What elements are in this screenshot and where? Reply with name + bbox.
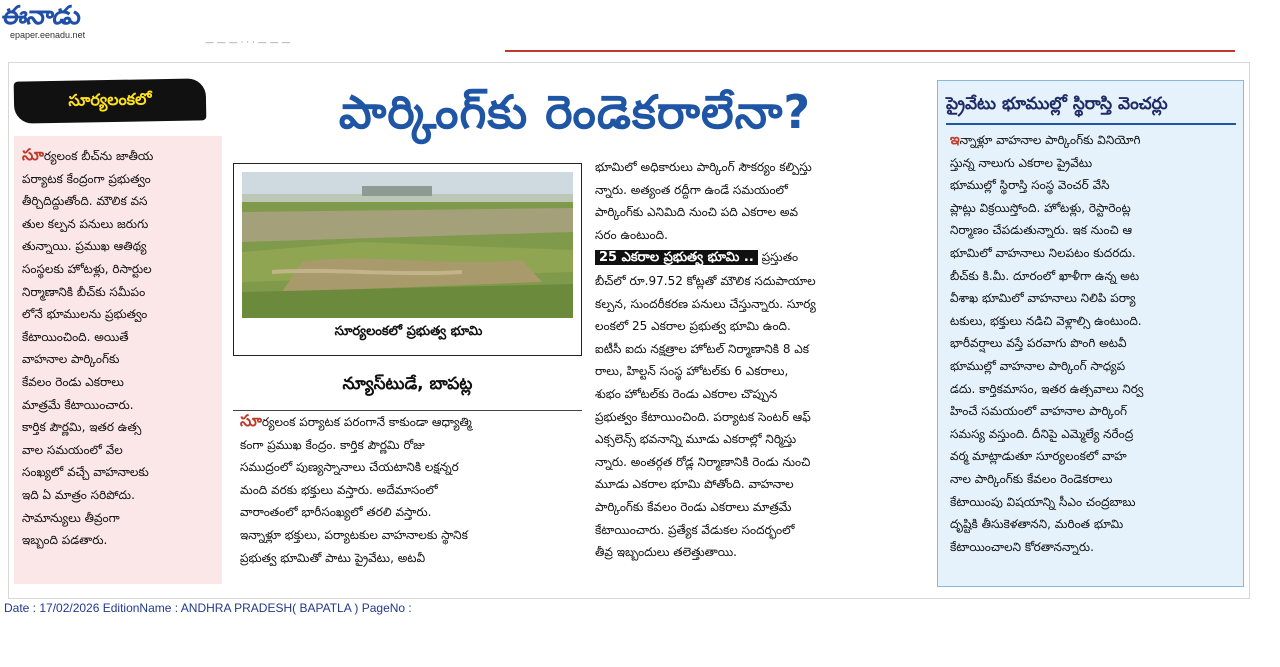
- col3-para-2-body: ప్రస్తుతం బీచ్‌లో రూ.97.52 కోట్లతో మౌలిక సదుపాయాల కల్పన, సుందరీకరణ పనులు చేస్తున్నారు. సూర్య లంకలో 25 ఎకరాల ప్రభుత్వ భూమి ఉంది. ఐటీసీ ఐదు నక్షత్రాల హోటల్ నిర్మాణానికి 8 ఎక రాలు, హిల్టన్ సంస్థ హోటల్‌కు 6 ఎకరాలు, శుభం హోటల్‌కు రెండు ఎకరాల చొప్పున ప్రభుత్వం కేటాయించింది. పర్యాటక సెంటర్ ఆఫ్ ఎక్సలెన్స్ భవనాన్ని మూడు ఎకరాల్లో నిర్మిస్తు న్నారు. అంతర్గత రోడ్ల నిర్మాణానికి రెండు నుంచి మూడు ఎకరాల భూమి పోతోంది. వాహనాల పార్కింగ్‌కు కేవలం రెండు ఎకరాలు మాత్రమే కేటాయించారు. ప్రత్యేక వేడుకల సందర్భంలో తీవ్ర ఇబ్బందులు తలెత్తుతాయి.: [595, 250, 816, 560]
- article-column-2: [240, 410, 580, 569]
- land-photo-illustration: [242, 172, 573, 318]
- col2-body: ర్యలంక పర్యాటక పరంగానే కాకుండా ఆధ్యాత్మి కంగా ప్రముఖ కేంద్రం. కార్తిక పౌర్ణమి రోజు సముద్రంలో పుణ్యస్నానాలు చేయటానికి లక్షన్నర మంది వరకు భక్తులు వస్తారు. అదేమాసంలో వారాంతంలో భారీసంఖ్యలో తరలి వస్తారు. ఇన్నాళ్లూ భక్తులు, పర్యాటకుల వాహనాలకు స్థానిక ప్రభుత్వ భూమితో పాటు ప్రైవేటు, అటవీ: [240, 415, 472, 565]
- logo-url: epaper.eenadu.net: [10, 30, 86, 40]
- edition-footer: Date : 17/02/2026 EditionName : ANDHRA PRADESH( BAPATLA ) PageNo :: [4, 601, 412, 615]
- intro-text: [22, 144, 214, 552]
- intro-box: [14, 136, 222, 584]
- sidebar-text: [950, 129, 1236, 558]
- intro-body: ర్యలంక బీచ్‌ను జాతీయ పర్యాటక కేంద్రంగా ప్రభుత్వం తీర్చిదిద్దుతోంది. మౌలిక వస తుల కల్పన పనులు జరుగు తున్నాయి. ప్రముఖ ఆతిథ్య సంస్థలకు హోటళ్లు, రిసార్టుల నిర్మాణానికి బీచ్‌కు సమీపం లోనే భూములను ప్రభుత్వం కేటాయించింది. అయితే వాహనాల పార్కింగ్‌కు కేవలం రెండు ఎకరాలు మాత్రమే కేటాయించారు. కార్తిక పౌర్ణమి, ఇతర ఉత్స వాల సమయంలో వేల సంఖ్యలో వచ్చే వాహనాలకు ఇది ఏ మాత్రం సరిపోదు. సామాన్యులు తీవ్రంగా ఇబ్బంది పడతారు.: [22, 149, 154, 548]
- top-strip-text: — — — · · · — — —: [205, 38, 291, 48]
- sidebar-rule: [946, 123, 1236, 125]
- top-red-rule: [505, 50, 1235, 52]
- col3-para-2: [595, 246, 921, 563]
- eenadu-logo[interactable]: [2, 2, 112, 40]
- section-tag: సూర్యలంకలో: [14, 78, 207, 123]
- sidebar-box: [937, 80, 1244, 587]
- article-column-3: [595, 156, 921, 564]
- intro-lead-letter: సూ: [22, 145, 44, 164]
- sidebar-lead-letter: ఇ: [950, 132, 960, 148]
- sidebar-title: ప్రైవేటు భూముల్లో స్థిరాస్తి వెంచర్లు: [946, 94, 1168, 114]
- sidebar-body: న్నాళ్లూ వాహనాల పార్కింగ్‌కు వినియోగి స్తున్న నాలుగు ఎకరాల ప్రైవేటు భూముల్లో స్థిరాస్తి సంస్థ వెంచర్ వేసి ప్లాట్లు విక్రయిస్తోంది. హోటళ్లు, రెస్టారెంట్ల నిర్మాణం చేపడుతున్నారు. ఇక నుంచి ఆ భూమిలో వాహనాలు నిలపటం కుదరదు. బీచ్‌కు కి.మీ. దూరంలో ఖాళీగా ఉన్న అట వీశాఖ భూమిలో వాహనాలు నిలిపి పర్యా టకులు, భక్తులు నడిచి వెళ్లాల్సి ఉంటుంది. భారీవర్షాలు వస్తే పరవాగు పొంగి అటవీ భూముల్లో వాహనాల పార్కింగ్ సాధ్యప డదు. కార్తికమాసం, ఇతర ఉత్సవాలు నిర్వ హించే సమయంలో వాహనాల పార్కింగ్ సమస్య వస్తుంది. దీనిపై ఎమ్మెల్యే నరేంద్ర వర్మ మాట్లాడుతూ సూర్యలంకలో వాహ నాల పార్కింగ్‌కు కేవలం రెండెకరాలు కేటాయింపు విషయాన్ని సీఎం చంద్రబాబు దృష్టికి తీసుకెళతానని, మరింత భూమి కేటాయించాలని కోరతానన్నారు.: [950, 133, 1144, 554]
- photo-frame: [233, 163, 582, 356]
- article-headline: పార్కింగ్‌కు రెండెకరాలేనా?: [338, 85, 812, 139]
- subheading: 25 ఎకరాల ప్రభుత్వ భూమి ..: [595, 250, 758, 265]
- logo-text: ఈనాడు: [0, 1, 82, 31]
- land-photo: [242, 172, 573, 318]
- dateline: న్యూస్‌టుడే, బాపట్ల: [342, 374, 473, 394]
- top-strip: [205, 38, 1245, 52]
- col2-text: [240, 410, 580, 569]
- col3-para-1: భూమిలో అధికారులు పార్కింగ్ సౌకర్యం కల్పిస్తు న్నారు. అత్యంత రద్దీగా ఉండే సమయంలో పార్కింగ్‌కు ఎనిమిది నుంచి పది ఎకరాల అవ సరం ఉంటుంది.: [595, 160, 812, 242]
- col2-lead-letter: సూ: [240, 411, 262, 430]
- photo-caption: సూర్యలంకలో ప్రభుత్వ భూమి: [334, 324, 483, 339]
